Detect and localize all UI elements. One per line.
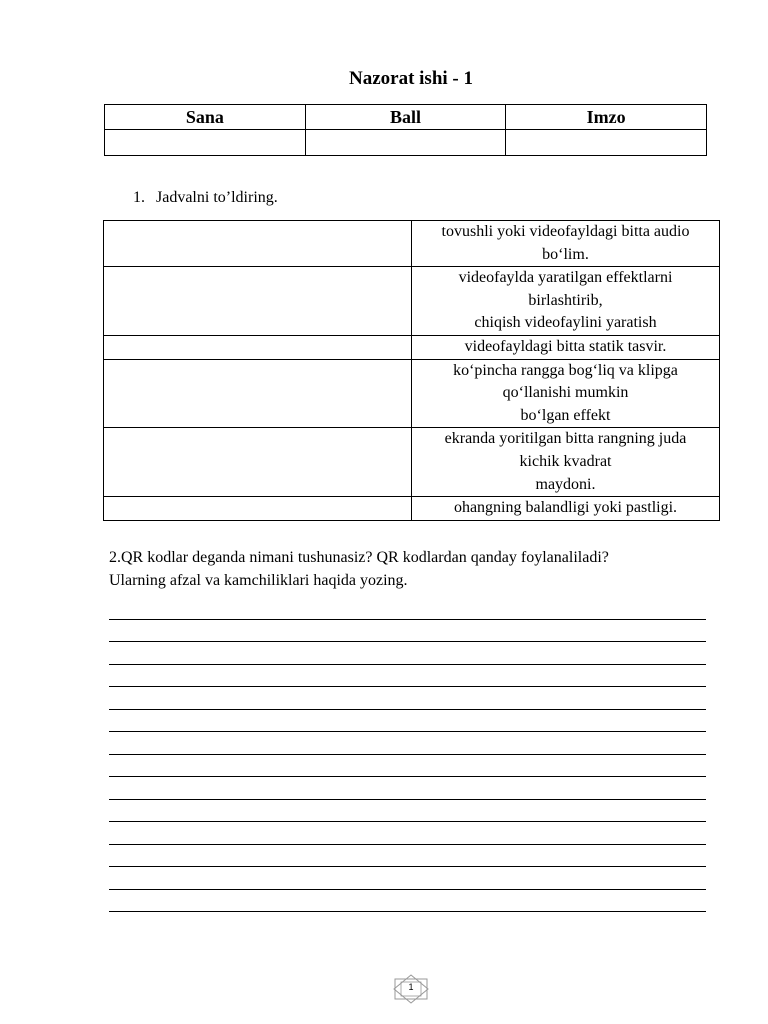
matching-table: [103, 220, 720, 521]
answer-line[interactable]: [109, 800, 706, 823]
answer-line[interactable]: [109, 642, 706, 665]
page-number: 1: [408, 982, 414, 992]
term-answer-cell[interactable]: [104, 359, 412, 428]
definition-cell: [412, 221, 720, 267]
answer-line[interactable]: [109, 845, 706, 868]
question-1-text: Jadvalni to’ldiring.: [156, 189, 278, 206]
answer-lines: [109, 597, 706, 912]
matching-row: [104, 221, 720, 267]
definition-cell: [412, 428, 720, 497]
definition-text: ekranda yoritilgan bitta rangning juda: [444, 430, 687, 448]
question-2: [109, 546, 709, 592]
answer-line[interactable]: [109, 620, 706, 643]
imzo-cell[interactable]: [506, 130, 707, 156]
answer-line[interactable]: [109, 822, 706, 845]
question-1: [133, 189, 278, 207]
header-empty-row: [105, 130, 707, 156]
answer-line[interactable]: [109, 687, 706, 710]
answer-line[interactable]: [109, 732, 706, 755]
definition-text: ko‘pincha rangga bog‘liq va klipga: [453, 361, 678, 379]
matching-row: [104, 267, 720, 336]
column-header-ball: Ball: [305, 105, 506, 130]
question-1-number: 1.: [133, 189, 145, 206]
answer-line[interactable]: [109, 890, 706, 913]
answer-line[interactable]: [109, 755, 706, 778]
ball-cell[interactable]: [305, 130, 506, 156]
question-2-line-1: 2.QR kodlar deganda nimani tushunasiz? QR kodlardan qanday foylanaliladi?: [109, 549, 609, 566]
matching-row: [104, 335, 720, 359]
definition-text: bo‘lgan effekt: [520, 406, 611, 424]
definition-text: maydoni.: [535, 475, 596, 493]
definition-text: birlashtirib,: [528, 291, 603, 309]
matching-row: [104, 359, 720, 428]
answer-line[interactable]: [109, 867, 706, 890]
definition-cell: [412, 497, 720, 521]
definition-cell: [412, 335, 720, 359]
answer-line[interactable]: [109, 777, 706, 800]
term-answer-cell[interactable]: [104, 221, 412, 267]
definition-text: tovushli yoki videofayldagi bitta audio: [441, 223, 690, 240]
matching-row: [104, 428, 720, 497]
definition-cell: [412, 267, 720, 336]
question-2-line-2: Ularning afzal va kamchiliklari haqida yozing.: [109, 572, 408, 589]
term-answer-cell[interactable]: [104, 497, 412, 521]
header-table: [104, 104, 707, 156]
answer-line[interactable]: [109, 710, 706, 733]
definition-text: videofayldagi bitta statik tasvir.: [464, 337, 667, 355]
definition-text: bo‘lim.: [542, 245, 589, 263]
definition-text: chiqish videofaylini yaratish: [474, 314, 657, 332]
matching-row: [104, 497, 720, 521]
answer-line[interactable]: [109, 665, 706, 688]
column-header-sana: Sana: [105, 105, 306, 130]
definition-cell: [412, 359, 720, 428]
term-answer-cell[interactable]: [104, 428, 412, 497]
header-row: [105, 105, 707, 130]
definition-text: kichik kvadrat: [519, 452, 612, 470]
document-title: Nazorat ishi - 1: [348, 68, 473, 89]
answer-line[interactable]: [109, 597, 706, 620]
term-answer-cell[interactable]: [104, 267, 412, 336]
term-answer-cell[interactable]: [104, 335, 412, 359]
sana-cell[interactable]: [105, 130, 306, 156]
page-number-badge: [392, 974, 430, 1004]
column-header-imzo: Imzo: [506, 105, 707, 130]
definition-text: ohangning balandligi yoki pastligi.: [453, 499, 678, 517]
definition-text: videofaylda yaratilgan effektlarni: [458, 269, 673, 287]
definition-text: qo‘llanishi mumkin: [502, 384, 629, 402]
